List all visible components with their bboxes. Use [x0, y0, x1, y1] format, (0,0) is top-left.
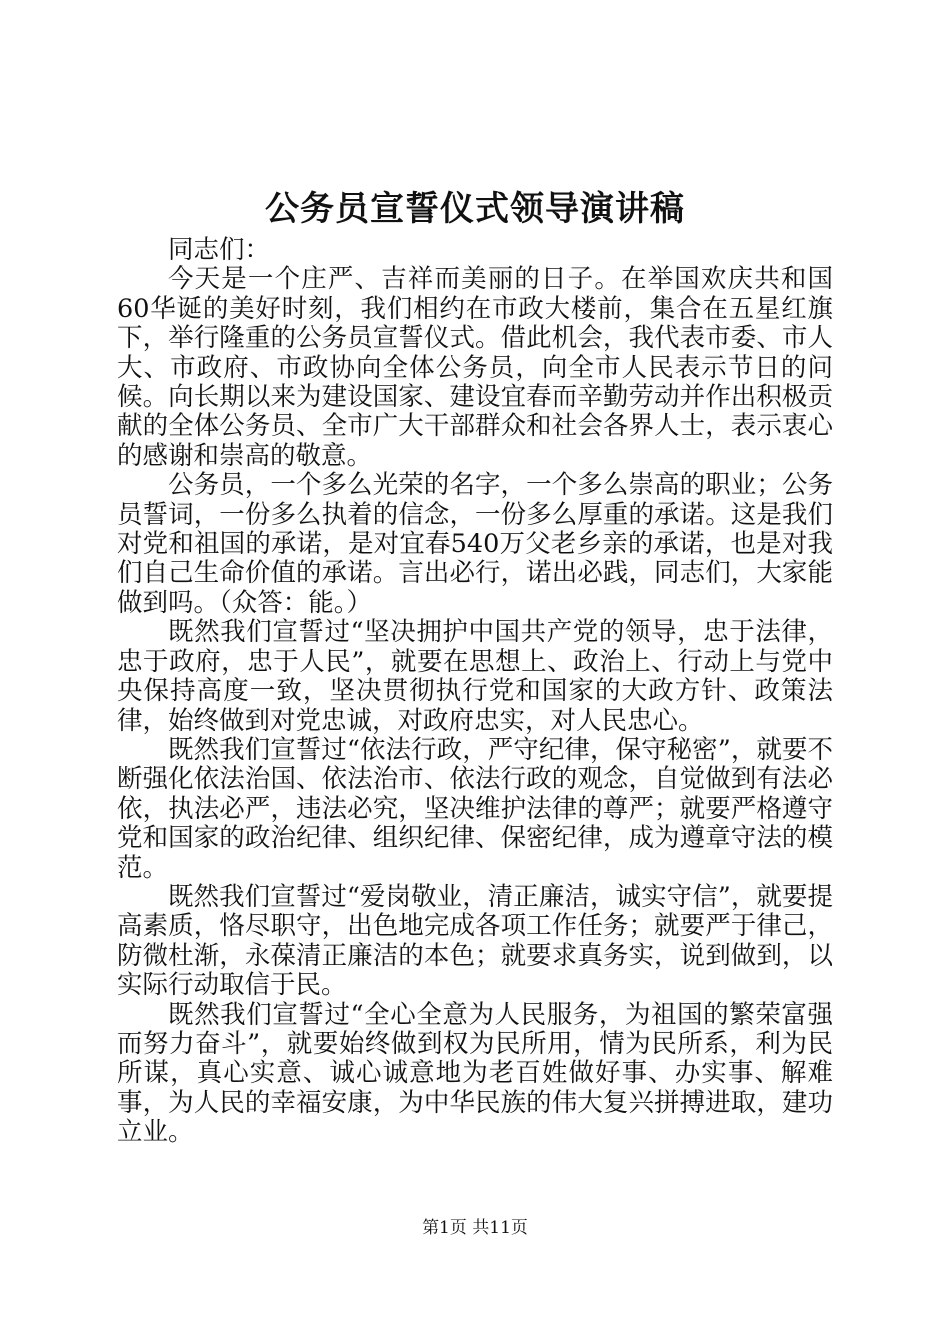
paragraph-2: 公务员，一个多么光荣的名字，一个多么崇高的职业；公务员誓词，一份多么执着的信念，一份多么厚重的承诺。这是我们对党和祖国的承诺，是对宜春540万父老乡亲的承诺，也是对我们自己生命价值的承诺。言出必行，诺出必践，同志们，大家能做到吗。（众答：能。）	[117, 470, 833, 618]
paragraph-1: 今天是一个庄严、吉祥而美丽的日子。在举国欢庆共和国60华诞的美好时刻，我们相约在市政大楼前，集合在五星红旗下，举行隆重的公务员宣誓仪式。借此机会，我代表市委、市人大、市政府、市政协向全体公务员，向全市人民表示节日的问候。向长期以来为建设国家、建设宜春而辛勤劳动并作出积极贡献的全体公务员、全市广大干部群众和社会各界人士，表示衷心的感谢和崇高的敬意。	[117, 264, 833, 471]
page-footer: 第1页 共11页	[422, 1218, 528, 1238]
document-title: 公务员宣誓仪式领导演讲稿	[265, 189, 685, 229]
document-body	[117, 236, 833, 1148]
paragraph-5: 既然我们宣誓过“爱岗敬业，清正廉洁，诚实守信”，就要提高素质，恪尽职守，出色地完成各项工作任务；就要严于律己，防微杜渐，永葆清正廉洁的本色；就要求真务实，说到做到，以实际行动取信于民。	[117, 881, 833, 1001]
salutation: 同志们：	[168, 235, 271, 265]
paragraph-4: 既然我们宣誓过“依法行政，严守纪律，保守秘密”，就要不断强化依法治国、依法治市、依法行政的观念，自觉做到有法必依，执法必严，违法必究，坚决维护法律的尊严；就要严格遵守党和国家的政治纪律、组织纪律、保密纪律，成为遵章守法的模范。	[117, 734, 833, 883]
paragraph-3: 既然我们宣誓过“坚决拥护中国共产党的领导，忠于法律，忠于政府，忠于人民”，就要在思想上、政治上、行动上与党中央保持高度一致，坚决贯彻执行党和国家的大政方针、政策法律，始终做到对党忠诚，对政府忠实，对人民忠心。	[117, 617, 833, 736]
paragraph-6: 既然我们宣誓过“全心全意为人民服务，为祖国的繁荣富强而努力奋斗”，就要始终做到权为民所用，情为民所系，利为民所谋，真心实意、诚心诚意地为老百姓做好事、办实事、解难事，为人民的幸福安康，为中华民族的伟大复兴拼搏进取，建功立业。	[117, 999, 833, 1148]
